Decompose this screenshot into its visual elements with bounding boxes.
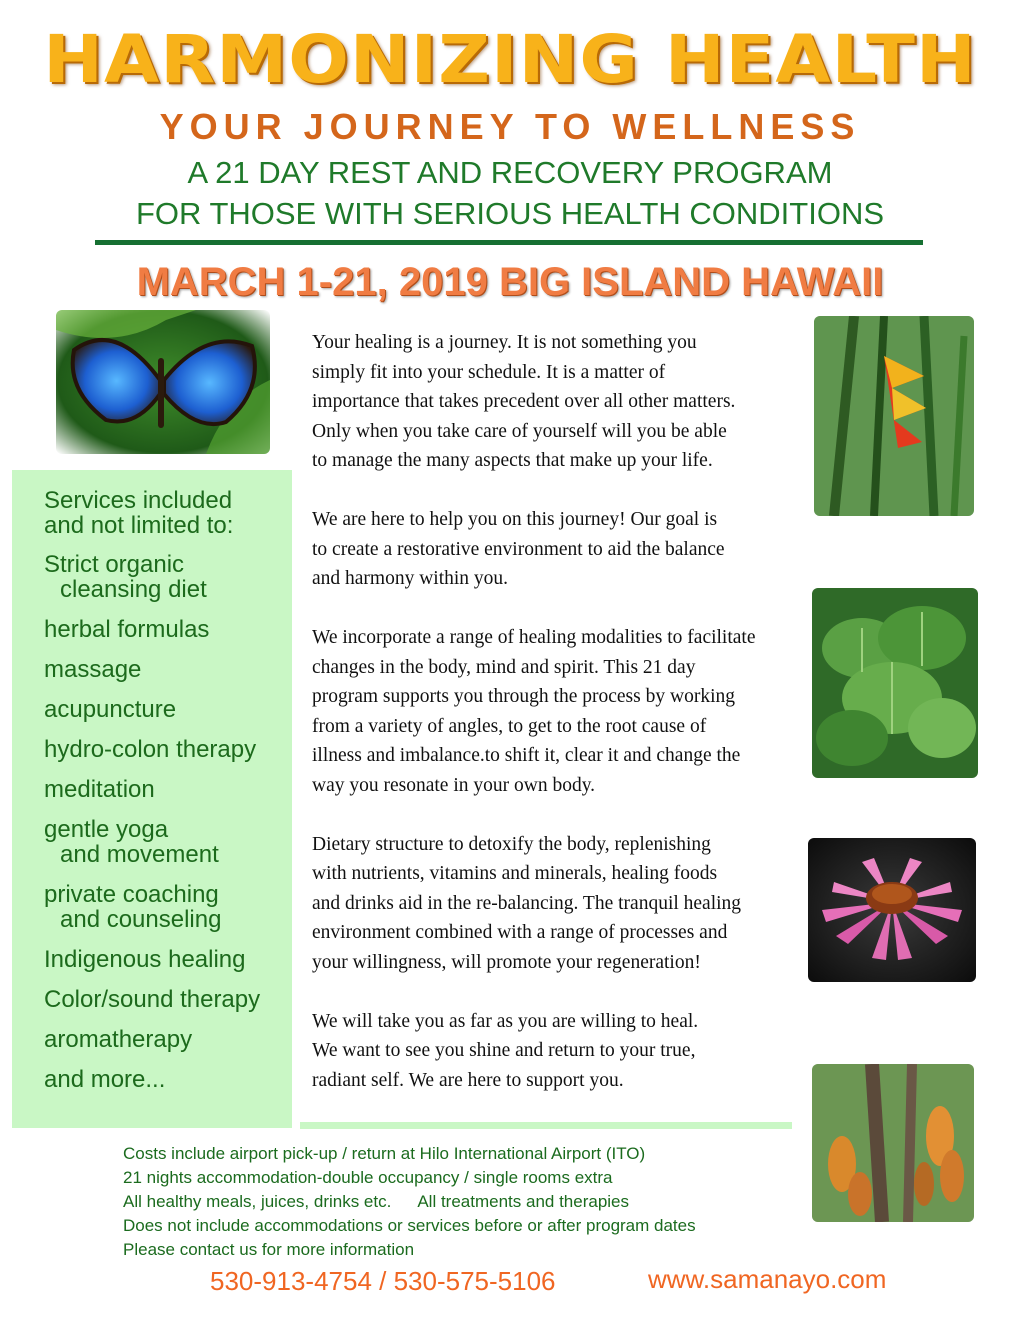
service-item (44, 817, 292, 867)
program-line-1: A 21 DAY REST AND RECOVERY PROGRAM (187, 155, 833, 190)
service-item-label: meditation (44, 776, 155, 803)
services-heading-line-2: and not limited to: (44, 512, 234, 539)
text-line: We incorporate a range of healing modalities to facilitate (312, 627, 756, 648)
service-item-label: gentle yoga (44, 816, 169, 843)
leaves-photo (812, 588, 978, 778)
service-item-label: private coaching (44, 881, 219, 908)
text-line: simply fit into your schedule. It is a matter of (312, 361, 666, 383)
text-line: radiant self. We are here to support you. (312, 1069, 624, 1091)
service-item-label: Indigenous healing (44, 946, 246, 973)
service-item-label: massage (44, 656, 142, 683)
paragraph-closing (312, 1007, 804, 1096)
service-item (44, 1027, 292, 1052)
service-item-continuation: and counseling (60, 906, 222, 933)
text-line: with nutrients, vitamins and minerals, healing foods (312, 863, 718, 884)
cacao-photo (812, 1064, 974, 1222)
text-line: Dietary structure to detoxify the body, replenishing (312, 833, 711, 855)
service-item (44, 1067, 292, 1092)
paragraph-diet (312, 830, 804, 978)
service-item (44, 882, 292, 932)
text-line: environment combined with a range of processes and (312, 922, 728, 943)
program-dates: MARCH 1-21, 2019 BIG ISLAND HAWAII (136, 260, 884, 304)
website-link[interactable]: www.samanayo.com (648, 1264, 887, 1294)
service-item-label: herbal formulas (44, 616, 210, 643)
text-line: illness and imbalance.to shift it, clear it and change the (312, 745, 741, 766)
service-item (44, 777, 292, 802)
costs-meals: All healthy meals, juices, drinks etc. (123, 1192, 392, 1211)
text-line: We will take you as far as you are willing to heal. (312, 1010, 699, 1032)
service-item-continuation: cleansing diet (60, 576, 207, 603)
service-item-label: Strict organic (44, 551, 185, 578)
paragraph-journey (312, 328, 804, 476)
service-item-label: hydro-colon therapy (44, 736, 257, 763)
header-divider (95, 240, 923, 245)
costs-line: Does not include accommodations or services before or after program dates (123, 1216, 696, 1235)
service-item-label: acupuncture (44, 696, 177, 723)
program-description (0, 152, 1020, 234)
costs-line: 21 nights accommodation-double occupancy / single rooms extra (123, 1168, 613, 1187)
text-line: changes in the body, mind and spirit. This 21 day (312, 656, 696, 678)
text-line: and harmony within you. (312, 568, 509, 589)
service-item (44, 617, 292, 642)
service-item (44, 737, 292, 762)
text-line: Your healing is a journey. It is not something you (312, 332, 697, 353)
text-line: your willingness, will promote your regeneration! (312, 951, 701, 973)
service-item-label: aromatherapy (44, 1026, 193, 1053)
costs-line: Please contact us for more information (123, 1240, 415, 1259)
phone-numbers[interactable]: 530-913-4754 / 530-575-5106 (210, 1266, 556, 1296)
butterfly-photo (56, 310, 270, 454)
page-title: HARMONIZING HEALTH (43, 21, 977, 98)
services-list (12, 470, 292, 1092)
service-item (44, 697, 292, 722)
paragraph-goal (312, 505, 804, 594)
service-item (44, 552, 292, 602)
text-line: importance that takes precedent over all other matters. (312, 391, 736, 412)
service-item (44, 657, 292, 682)
service-item-label: Color/sound therapy (44, 986, 261, 1013)
paragraph-modalities (312, 623, 804, 800)
service-item-label: and more... (44, 1066, 166, 1093)
text-line: We are here to help you on this journey! Our goal is (312, 509, 718, 530)
text-line: to manage the many aspects that make up your life. (312, 450, 713, 471)
heliconia-photo (814, 316, 974, 516)
text-line: to create a restorative environment to aid the balance (312, 538, 725, 560)
text-line: way you resonate in your own body. (312, 774, 596, 796)
services-heading (44, 488, 292, 538)
page-subtitle: YOUR JOURNEY TO WELLNESS (159, 106, 861, 147)
body-text (312, 328, 804, 1125)
program-line-2: FOR THOSE WITH SERIOUS HEALTH CONDITIONS (135, 196, 885, 231)
costs-treatments: All treatments and therapies (417, 1192, 630, 1211)
text-line: program supports you through the process by working (312, 686, 735, 707)
body-divider (300, 1122, 792, 1129)
service-item-continuation: and movement (60, 841, 219, 868)
flower-photo (808, 838, 976, 982)
text-line: We want to see you shine and return to your true, (312, 1040, 696, 1061)
text-line: and drinks aid in the re-balancing. The tranquil healing (312, 892, 742, 914)
costs-line (123, 1190, 823, 1214)
services-heading-line-1: Services included (44, 487, 233, 514)
service-item (44, 947, 292, 972)
text-line: Only when you take care of yourself will you be able (312, 420, 727, 442)
service-item (44, 987, 292, 1012)
text-line: from a variety of angles, to get to the root cause of (312, 715, 707, 737)
costs-line: Costs include airport pick-up / return at Hilo International Airport (ITO) (123, 1144, 646, 1163)
services-panel (12, 470, 292, 1128)
costs-info (123, 1142, 823, 1262)
